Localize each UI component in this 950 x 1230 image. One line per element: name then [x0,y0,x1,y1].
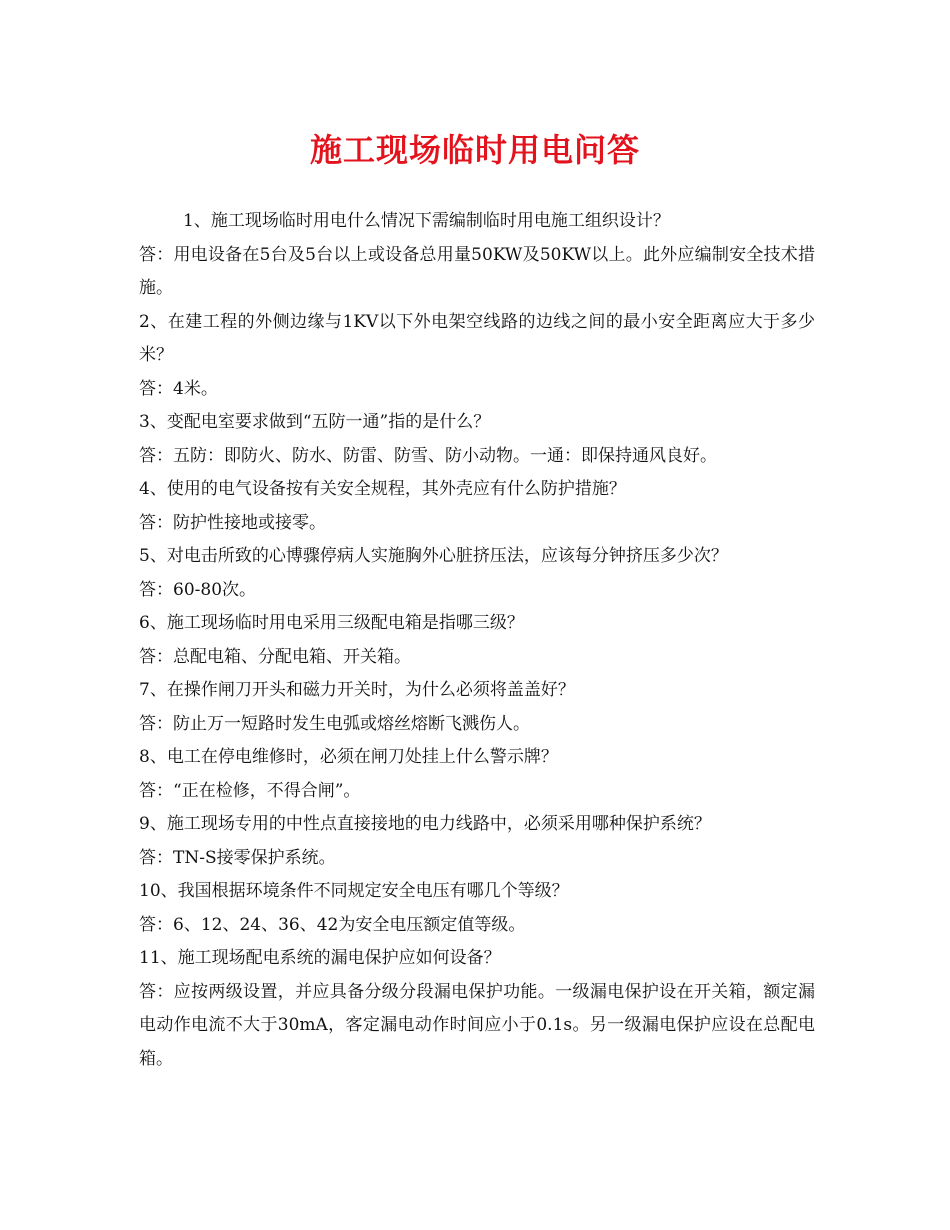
answer-5: 答：60-80次。 [139,579,257,600]
question-2: 2、在建工程的外侧边缘与1KV以下外电架空线路的边线之间的最小安全距离应大于多少米？ [139,311,815,365]
answer-1: 答：用电设备在5台及5台以上或设备总用量50KW及50KW以上。此外应编制安全技术措施。 [139,244,815,298]
question-4: 4、使用的电气设备按有关安全规程，其外壳应有什么防护措施？ [139,479,626,499]
question-10: 10、我国根据环境条件不同规定安全电压有哪几个等级？ [139,881,569,901]
document-title: 施工现场临时用电问答 [309,131,640,169]
answer-2: 答：4米。 [139,378,218,399]
answer-6: 答：总配电箱、分配电箱、开关箱。 [139,646,411,667]
answer-11: 答：应按两级设置，并应具备分级分段漏电保护功能。一级漏电保护设在开关箱，额定漏电动作电流不大于30mA，客定漏电动作时间应小于0.1s。另一级漏电保护应设在总配电箱。 [139,981,815,1069]
question-5: 5、对电击所致的心博骤停病人实施胸外心脏挤压法，应该每分钟挤压多少次？ [139,546,728,566]
question-7: 7、在操作闸刀开头和磁力开关时，为什么必须将盖盖好？ [139,680,575,700]
answer-7: 答：防止万一短路时发生电弧或熔丝熔断飞溅伤人。 [139,713,530,734]
answer-8: 答：“正在检修，不得合闸”。 [139,780,361,801]
question-6: 6、施工现场临时用电采用三级配电箱是指哪三级？ [139,613,524,633]
question-1: 1、施工现场临时用电什么情况下需编制临时用电施工组织设计？ [183,211,670,231]
answer-4: 答：防护性接地或接零。 [139,512,326,533]
answer-9: 答：TN-S接零保护系统。 [139,847,336,868]
question-9: 9、施工现场专用的中性点直接接地的电力线路中，必须采用哪种保护系统？ [139,814,711,834]
answer-3: 答：五防：即防火、防水、防雷、防雪、防小动物。一通：即保持通风良好。 [139,445,717,466]
question-3: 3、变配电室要求做到“五防一通”指的是什么？ [139,412,491,432]
answer-10: 答：6、12、24、36、42为安全电压额定值等级。 [139,914,526,935]
question-11: 11、施工现场配电系统的漏电保护应如何设备？ [139,948,501,968]
document-body [139,205,815,1076]
question-8: 8、电工在停电维修时，必须在闸刀处挂上什么警示牌？ [139,747,558,767]
